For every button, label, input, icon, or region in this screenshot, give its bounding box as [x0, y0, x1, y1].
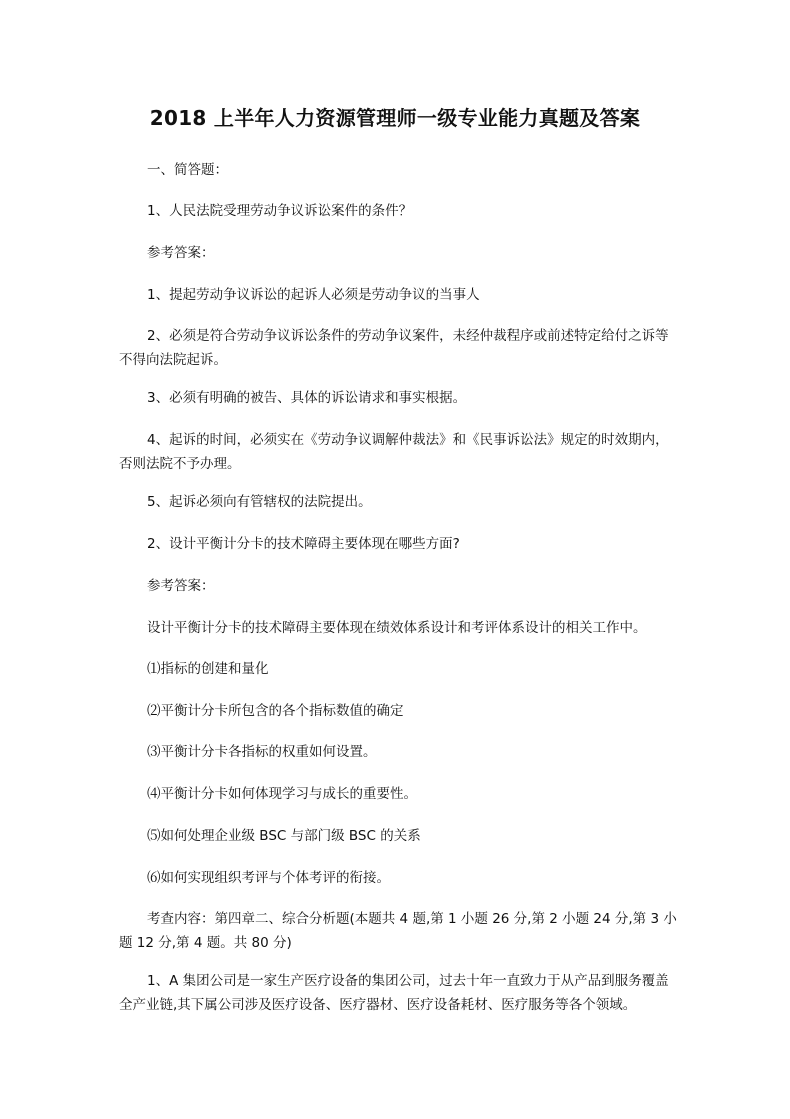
question-2: 2、设计平衡计分卡的技术障碍主要体现在哪些方面? [147, 536, 460, 552]
answer-item: 5、起诉必须向有管辖权的法院提出。 [147, 494, 372, 510]
case-question-1: 1、A 集团公司是一家生产医疗设备的集团公司，过去十年一直致力于从产品到服务覆盖全产业链,其下属公司涉及医疗设备、医疗器材、医疗设备耗材、医疗服务等各个领域。 [119, 973, 669, 1013]
answer-item: 3、必须有明确的被告、具体的诉讼请求和事实根据。 [147, 390, 467, 406]
document-title: 2018 上半年人力资源管理师一级专业能力真题及答案 [149, 106, 641, 130]
answer-item: ⑹如何实现组织考评与个体考评的衔接。 [147, 870, 390, 886]
answer-item: 1、提起劳动争议诉讼的起诉人必须是劳动争议的当事人 [147, 287, 480, 303]
answer-label: 参考答案： [147, 578, 215, 594]
question-1: 1、人民法院受理劳动争议诉讼案件的条件？ [147, 203, 413, 219]
answer-item: 2、必须是符合劳动争议诉讼条件的劳动争议案件，未经仲裁程序或前述特定给付之诉等不得向法院起诉。 [119, 328, 669, 368]
answer-item: ⑵平衡计分卡所包含的各个指标数值的确定 [147, 703, 404, 719]
answer-item: ⑶平衡计分卡各指标的权重如何设置。 [147, 744, 377, 760]
answer-item: 4、起诉的时间，必须实在《劳动争议调解仲裁法》和《民事诉讼法》规定的时效期内，否则法院不予办理。 [119, 432, 669, 472]
exam-content-note: 考查内容：第四章二、综合分析题(本题共 4 题,第 1 小题 26 分,第 2 小题 24 分,第 3 小题 12 分,第 4 题。共 80 分) [119, 911, 677, 951]
section-heading-short-answer: 一、简答题： [147, 162, 228, 178]
answer-item: ⑷平衡计分卡如何体现学习与成长的重要性。 [147, 786, 417, 802]
answer-label: 参考答案： [147, 245, 215, 261]
answer-text: 设计平衡计分卡的技术障碍主要体现在绩效体系设计和考评体系设计的相关工作中。 [147, 620, 647, 636]
answer-item: ⑴指标的创建和量化 [147, 661, 269, 677]
answer-item: ⑸如何处理企业级 BSC 与部门级 BSC 的关系 [147, 828, 421, 844]
